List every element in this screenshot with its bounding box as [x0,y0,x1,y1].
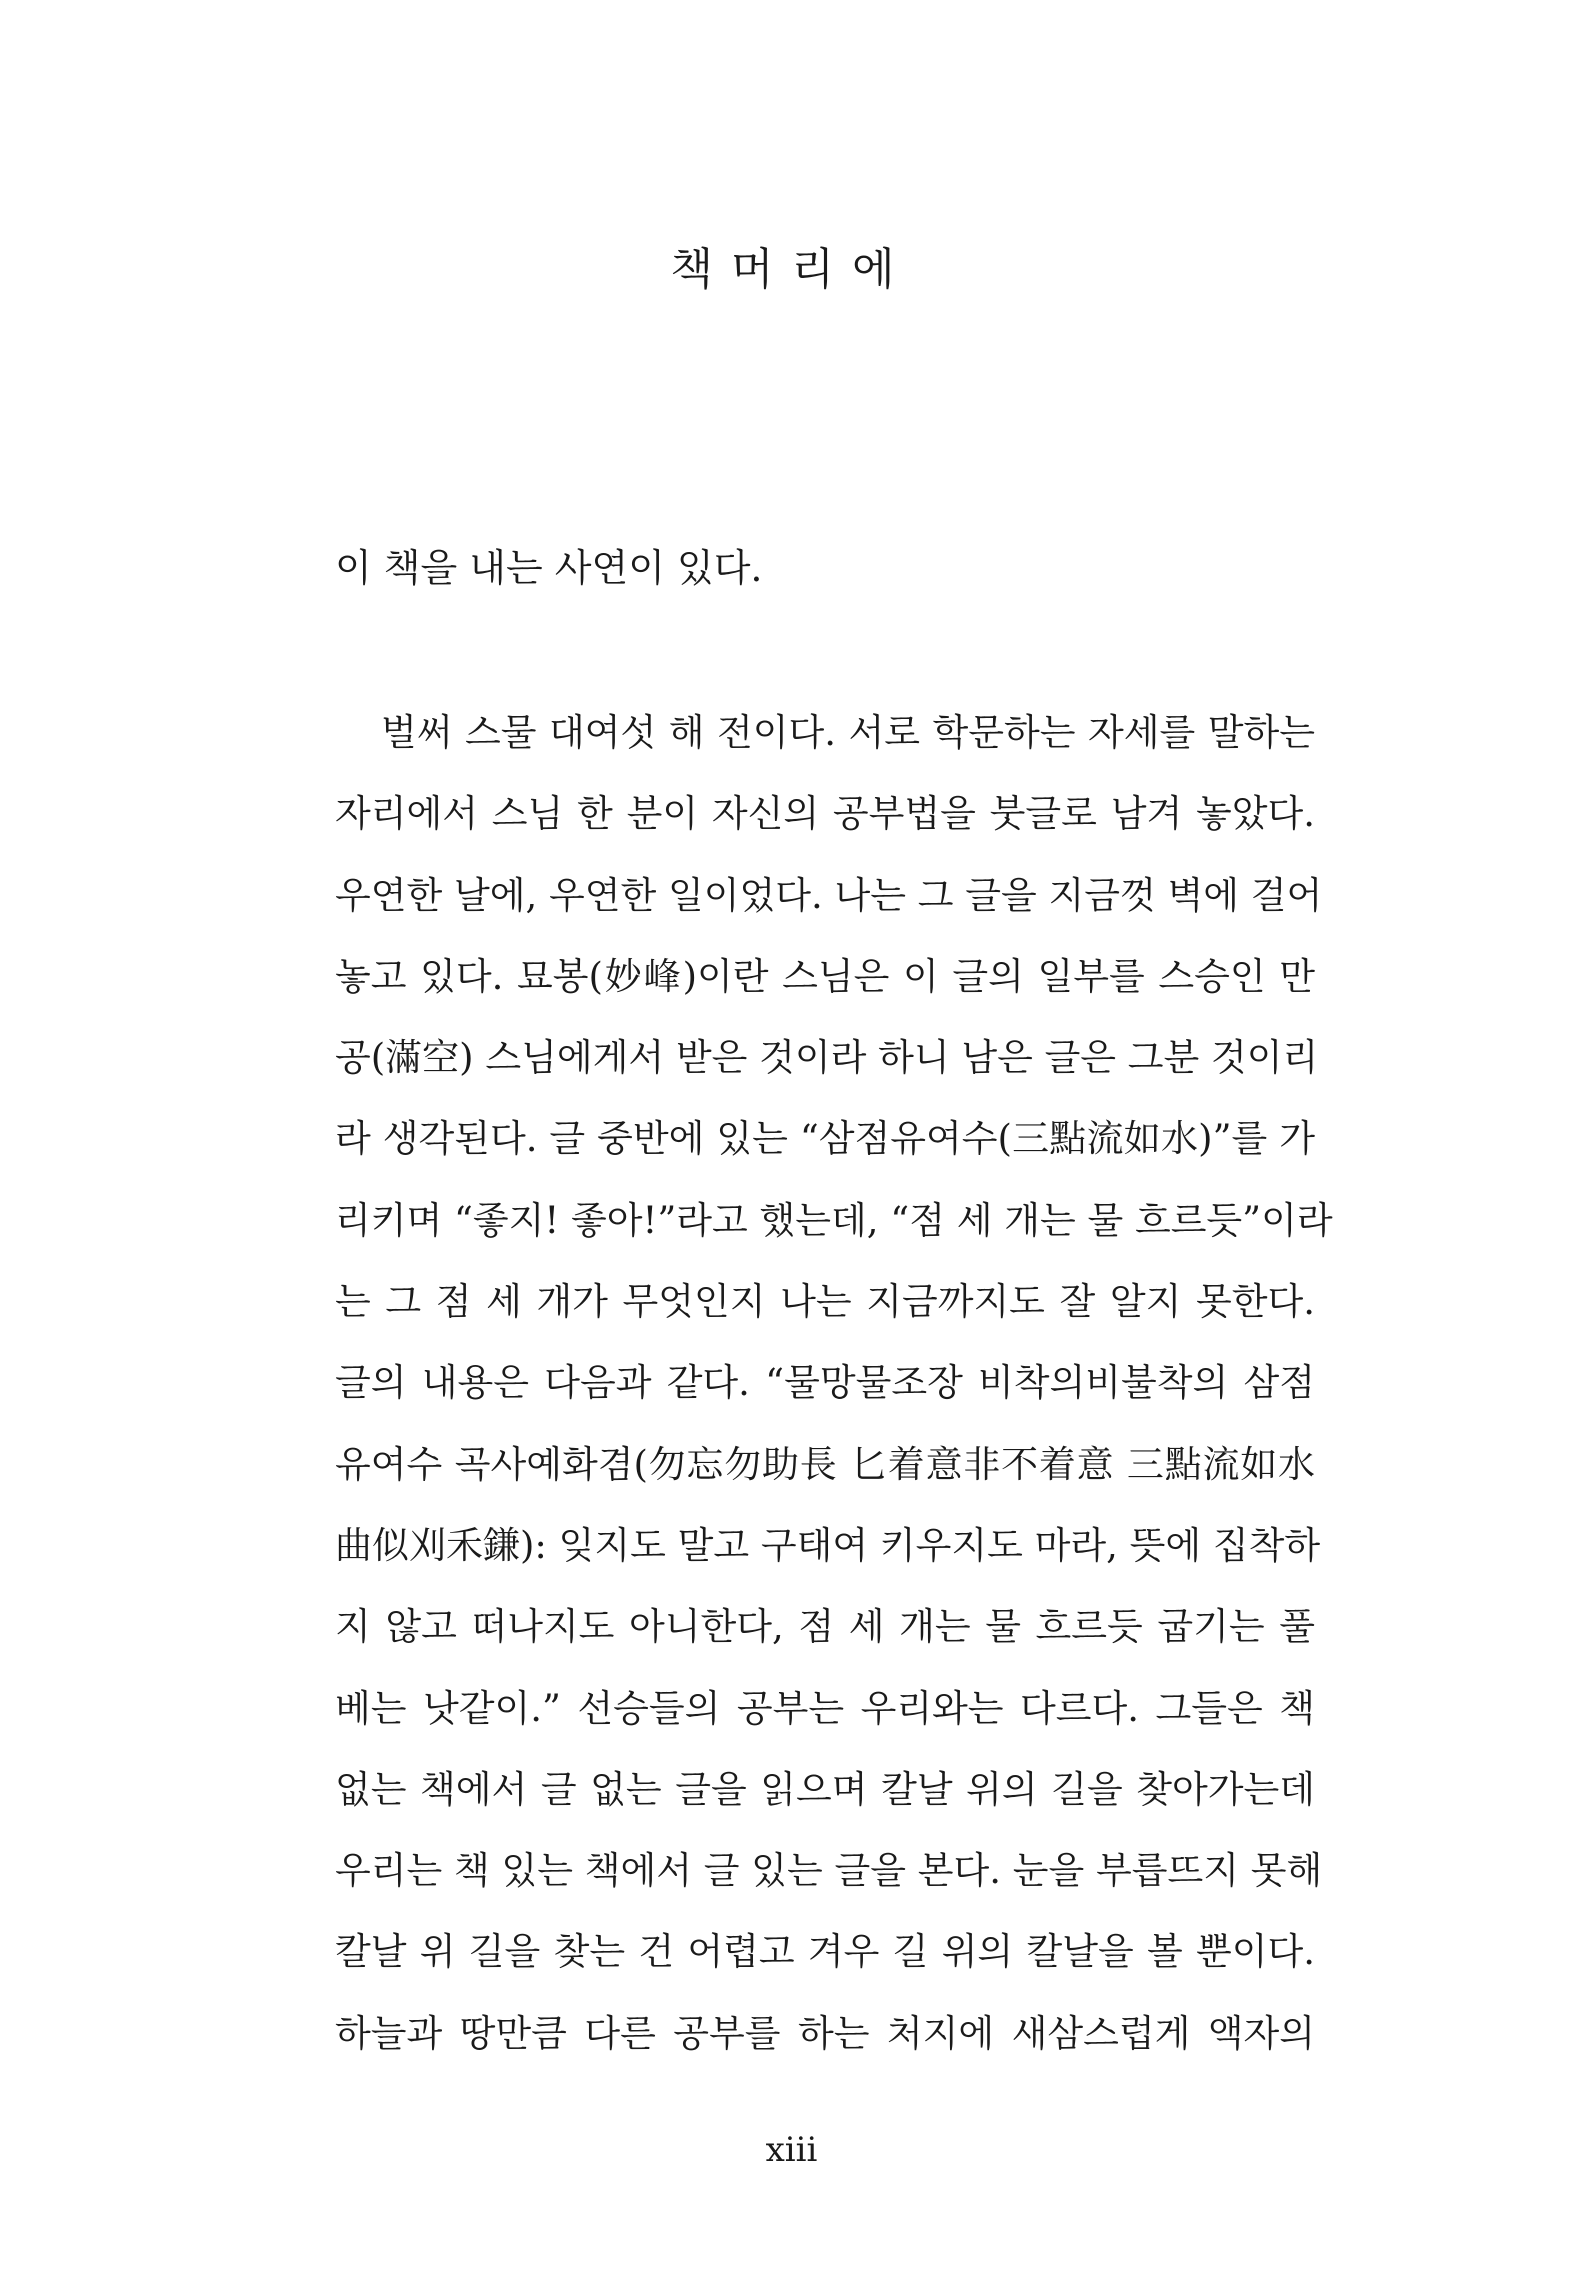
text-line: 공(滿空) 스님에게서 받은 것이라 하니 남은 글은 그분 것이리 [335,1036,1319,1080]
text-line: 曲似刈禾鎌): 잊지도 말고 구태여 키우지도 마라, 뜻에 집착하 [335,1523,1321,1567]
text-line: 우리는 책 있는 책에서 글 있는 글을 본다. 눈을 부릅뜨지 못해 [335,1849,1323,1893]
text-line: 우연한 날에, 우연한 일이었다. 나는 그 글을 지금껏 벽에 걸어 [335,873,1323,917]
text-line: 없는 책에서 글 없는 글을 읽으며 칼날 위의 길을 찾아가는데 [335,1767,1315,1811]
body-paragraph [335,692,1333,2074]
text-line: 벌써 스물 대여섯 해 전이다. 서로 학문하는 자세를 말하는 [381,711,1315,754]
text-line: 리키며 “좋지! 좋아!”라고 했는데, “점 세 개는 물 흐르듯”이라 [335,1198,1333,1242]
text-line: 하늘과 땅만큼 다른 공부를 하는 처지에 새삼스럽게 액자의 [335,2011,1315,2055]
text-line: 베는 낫같이.” 선승들의 공부는 우리와는 다르다. 그들은 책 [335,1686,1315,1730]
text-line: 유여수 곡사예화겸(勿忘勿助長 匕着意非不着意 三點流如水 [335,1442,1315,1486]
text-line: 자리에서 스님 한 분이 자신의 공부법을 붓글로 남겨 놓았다. [335,792,1315,836]
page-number: xiii [765,2130,818,2170]
text-line: 는 그 점 세 개가 무엇인지 나는 지금까지도 잘 알지 못한다. [335,1280,1315,1324]
page-title: 책머리에 [670,244,913,295]
text-line: 지 않고 떠나지도 아니한다, 점 세 개는 물 흐르듯 굽기는 풀 [335,1605,1315,1649]
text-line: 글의 내용은 다음과 같다. “물망물조장 비착의비불착의 삼점 [335,1361,1315,1405]
intro-sentence: 이 책을 내는 사연이 있다. [335,546,763,590]
text-line: 라 생각된다. 글 중반에 있는 “삼점유여수(三點流如水)”를 가 [335,1117,1315,1161]
text-line: 칼날 위 길을 찾는 건 어렵고 겨우 길 위의 칼날을 볼 뿐이다. [335,1930,1315,1974]
text-line: 놓고 있다. 묘봉(妙峰)이란 스님은 이 글의 일부를 스승인 만 [335,954,1315,998]
